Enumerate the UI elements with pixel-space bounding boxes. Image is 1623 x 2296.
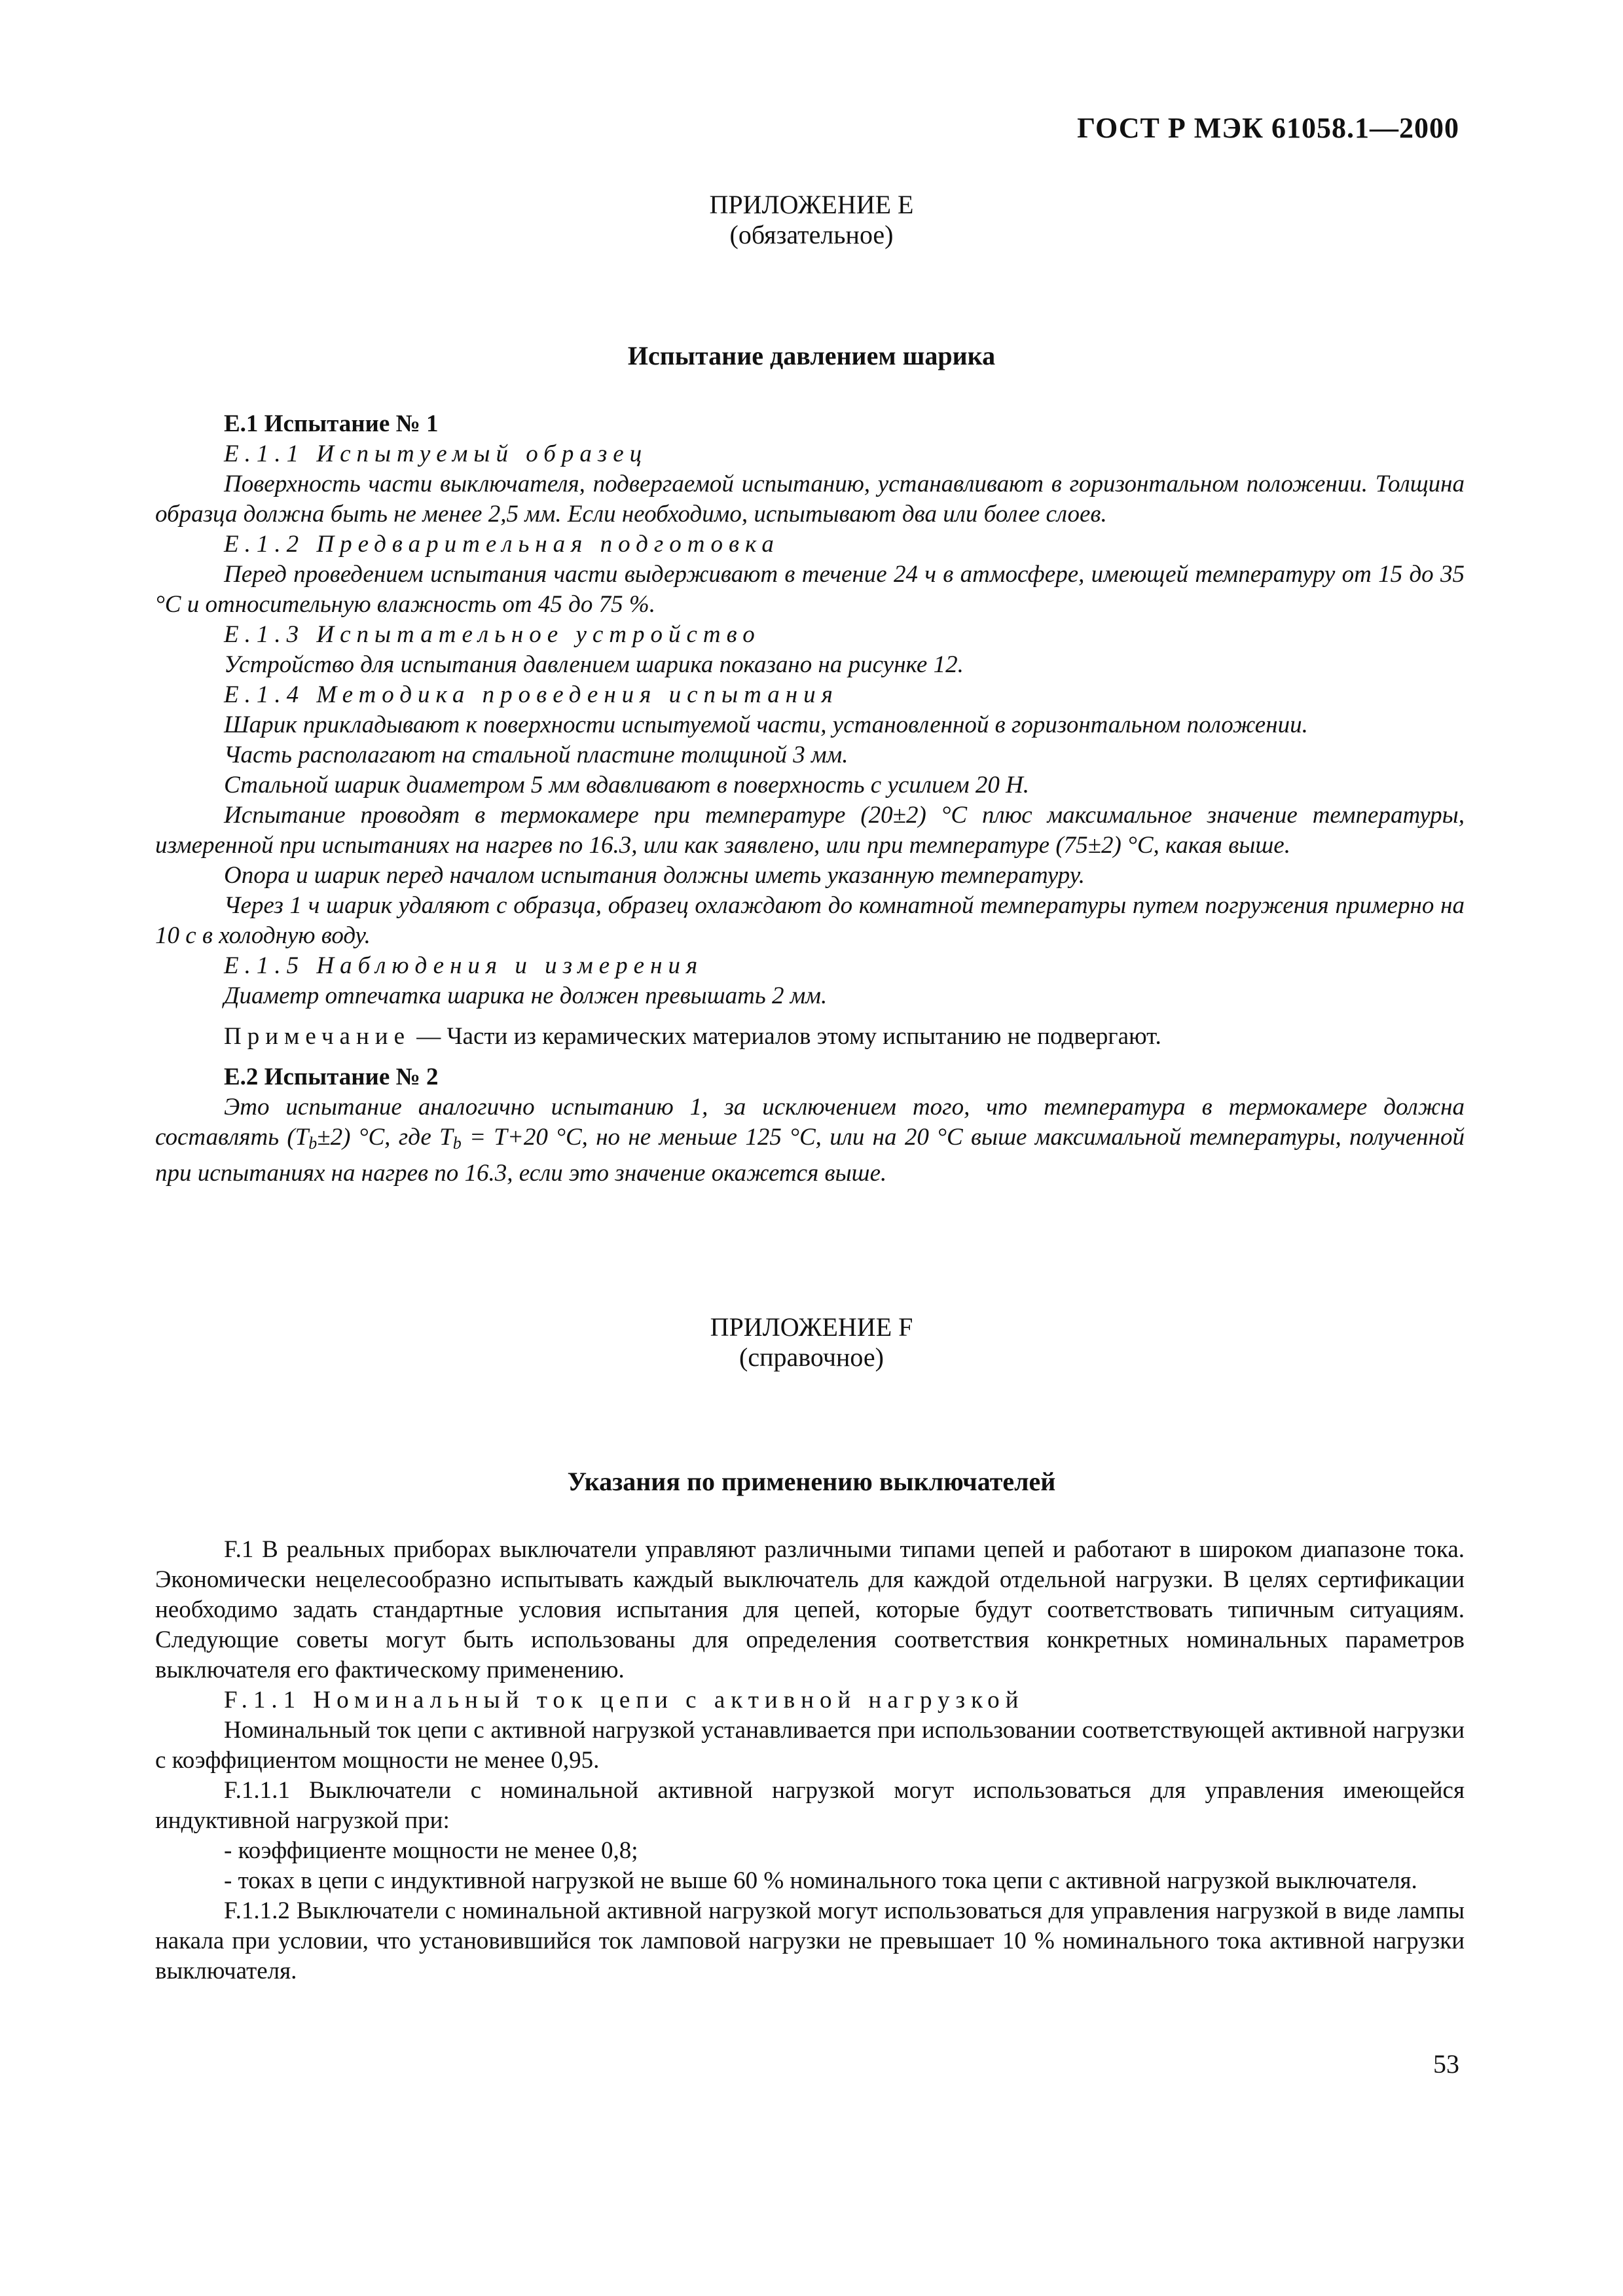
f1-1-text: Номинальный ток цепи с активной нагрузкой устанавливается при использовании соответствующей активной нагрузки с коэффициентом мощности не менее 0,95. [155,1717,1465,1774]
annex-f-title-block [0,1312,1623,1372]
e2-text-part: ±2) °С, где T [317,1124,453,1151]
e2-text-part: = T+20 °С, но не меньше 125 °С, или на 20 °С выше максимальной температуры, полученной при испытаниях на нагрев по 16.3, если это значение окажется выше. [155,1124,1465,1187]
e1-4-paragraph: Через 1 ч шарик удаляют с образца, образец охлаждают до комнатной температуры путем погружения примерно на 10 с в холодную воду. [155,892,1465,949]
f1-1-2-text: F.1.1.2 Выключатели с номинальной активной нагрузкой могут использоваться для управления нагрузкой в виде лампы накала при условии, что установившийся ток ламповой нагрузки не превышает 10 % номинального тока активной нагрузки выключателя. [155,1897,1465,1984]
e1-2-text: Перед проведением испытания части выдерживают в течение 24 ч в атмосфере, имеющей температуру от 15 до 35 °С и относительную влажность от 45 до 75 %. [155,561,1465,618]
document-code-header: ГОСТ Р МЭК 61058.1—2000 [1077,112,1459,144]
note-text: — Части из керамических материалов этому испытанию не подвергают. [410,1023,1161,1050]
e2-text [155,1092,1465,1189]
annex-e-title-block [0,190,1623,250]
list-item: - токах в цепи с индуктивной нагрузкой не выше 60 % номинального тока цепи с активной нагрузкой выключателя. [224,1867,1417,1894]
f1-1-1-text: F.1.1.1 Выключатели с номинальной активной нагрузкой могут использоваться для управления имеющейся индуктивной нагрузкой при: [155,1777,1465,1834]
e1-3-heading: Е.1.3 Испытательное устройство [224,621,761,648]
e1-4-paragraph: Часть располагают на стальной пластине толщиной 3 мм. [224,742,848,768]
e1-4-paragraph: Шарик прикладывают к поверхности испытуемой части, установленной в горизонтальном положении. [224,711,1308,738]
e2-heading: Е.2 Испытание № 2 [224,1064,439,1090]
e1-4-paragraph: Испытание проводят в термокамере при температуре (20±2) °С плюс максимальное значение температуры, измеренной при испытаниях на нагрев по 16.3, или как заявлено, или при температуре (75±2) °С, какая выше. [155,802,1465,859]
annex-e-heading: Испытание давлением шарика [627,341,996,370]
annex-f-heading: Указания по применению выключателей [567,1467,1056,1496]
annex-f-status: (справочное) [739,1342,884,1372]
e1-4-paragraph: Опора и шарик перед началом испытания должны иметь указанную температуру. [224,862,1085,889]
e2-text-part: Это испытание аналогично испытанию 1, за исключением того, что температура в термокамере должна составлять (T [155,1094,1465,1151]
note-label: Примечание [224,1023,410,1050]
e2-subscript: b [308,1134,318,1153]
note [155,1022,1465,1052]
e1-heading: Е.1 Испытание № 1 [224,410,439,437]
e1-3-text: Устройство для испытания давлением шарика показано на рисунке 12. [224,651,964,678]
e1-5-heading: Е.1.5 Наблюдения и измерения [224,952,704,979]
e1-4-heading: Е.1.4 Методика проведения испытания [224,681,839,708]
annex-e-body [155,409,1465,1189]
e1-5-text: Диаметр отпечатка шарика не должен превышать 2 мм. [224,982,828,1009]
annex-e-title: ПРИЛОЖЕНИЕ Е [709,190,914,219]
e1-1-text: Поверхность части выключателя, подвергаемой испытанию, устанавливают в горизонтальном положении. Толщина образца должна быть не менее 2,5 мм. Если необходимо, испытывают два или более слоев. [155,471,1465,528]
e2-subscript: b [452,1134,462,1153]
annex-f-body [155,1535,1465,1986]
page-number: 53 [1433,2049,1459,2079]
e1-2-heading: Е.1.2 Предварительная подготовка [224,531,780,558]
annex-e-status: (обязательное) [729,220,894,249]
f1-1-heading: F.1.1 Номинальный ток цепи с активной нагрузкой [224,1687,1025,1713]
list-item: - коэффициенте мощности не менее 0,8; [224,1837,638,1864]
e1-1-heading: Е.1.1 Испытуемый образец [224,440,648,467]
e1-4-paragraph: Стальной шарик диаметром 5 мм вдавливают в поверхность с усилием 20 Н. [224,772,1030,798]
f1-text: F.1 В реальных приборах выключатели управляют различными типами цепей и работают в широком диапазоне тока. Экономически нецелесообразно испытывать каждый выключатель для каждой отдельной нагрузки. В целях сертификации необходимо задать стандартные условия испытания для цепей, которые будут соответствовать типичным ситуациям. Следующие советы могут быть использованы для определения соответствия конкретных номинальных параметров выключателя его фактическому применению. [155,1536,1465,1683]
annex-f-title: ПРИЛОЖЕНИЕ F [710,1312,913,1342]
